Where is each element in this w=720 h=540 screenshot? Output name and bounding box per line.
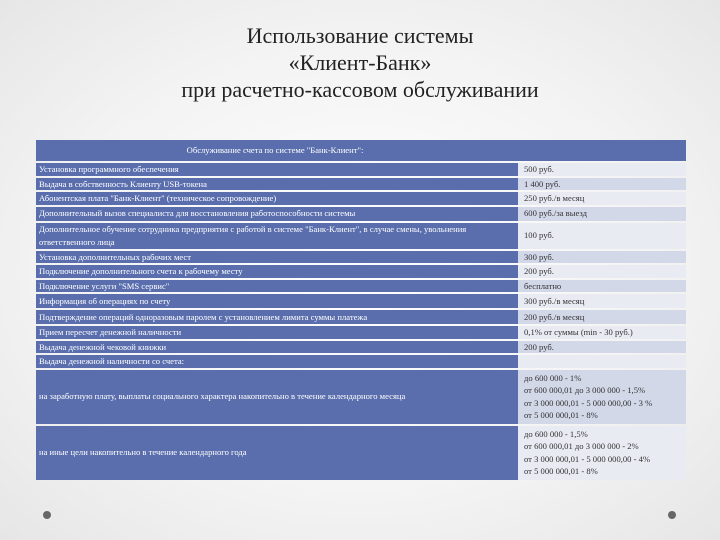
table-row — [36, 294, 686, 308]
service-name: Установка дополнительных рабочих мест — [36, 251, 514, 264]
table-header-row — [36, 140, 686, 161]
table-row — [36, 178, 686, 191]
service-name: Выдача в собственность Клиенту USB-токена — [36, 178, 514, 191]
price-tier: от 3 000 000,01 - 5 000 000,00 - 4% — [524, 453, 651, 464]
service-price: 200 руб. — [514, 341, 686, 354]
price-tier: до 600 000 - 1% — [524, 372, 582, 383]
service-price: 200 руб./в месяц — [514, 310, 686, 324]
service-name: Установка программного обеспечения — [36, 163, 514, 176]
service-price: 300 руб. — [514, 251, 686, 264]
service-name: Подтверждение операций одноразовым паролем с установлением лимита суммы платежа — [36, 310, 514, 324]
service-price: 300 руб./в месяц — [514, 294, 686, 308]
title-line-2: «Клиент-Банк» — [288, 50, 432, 75]
table-row — [36, 207, 686, 221]
service-label: на иные цели накопительно в течение календарного года — [39, 447, 247, 458]
table-row — [36, 280, 686, 293]
cash-row — [36, 426, 686, 480]
tariff-table — [36, 138, 686, 482]
service-price-tiers — [514, 370, 686, 424]
service-price — [514, 355, 686, 368]
table-row — [36, 251, 686, 264]
service-name: Абонентская плата "Банк-Клиент" (техническое сопровождение) — [36, 192, 514, 205]
service-price: 100 руб. — [514, 223, 686, 249]
service-label: на заработную плату, выплаты социального характера накопительно в течение календарного месяца — [39, 391, 406, 402]
table-row — [36, 310, 686, 324]
table-row — [36, 192, 686, 205]
service-name — [36, 370, 514, 424]
decorative-dot-left — [43, 511, 51, 519]
decorative-dot-right — [668, 511, 676, 519]
service-name — [36, 426, 514, 480]
title-line-3: при расчетно-кассовом обслуживании — [181, 77, 539, 102]
service-price: бесплатно — [514, 280, 686, 293]
service-name: Информация об операциях по счету — [36, 294, 514, 308]
service-price: 200 руб. — [514, 265, 686, 278]
page-title — [0, 22, 720, 103]
title-line-1: Использование системы — [246, 23, 474, 48]
service-price: 0,1% от суммы (min - 30 руб.) — [514, 326, 686, 339]
service-name: Прием пересчет денежной наличности — [36, 326, 514, 339]
service-price: 500 руб. — [514, 163, 686, 176]
cash-row — [36, 370, 686, 424]
service-price: 250 руб./в месяц — [514, 192, 686, 205]
service-name: Дополнительное обучение сотрудника предприятия с работой в системе "Банк-Клиент", в случае смены, увольнения ответственного лица — [36, 223, 514, 249]
service-name: Выдача денежной чековой книжки — [36, 341, 514, 354]
price-tier: от 600 000,01 до 3 000 000 - 1,5% — [524, 385, 646, 395]
table-row — [36, 326, 686, 339]
price-tier: от 3 000 000,01 - 5 000 000,00 - 3 % — [524, 397, 653, 408]
service-name: Выдача денежной наличности со счета: — [36, 355, 514, 368]
service-price-tiers — [514, 426, 686, 480]
table-row — [36, 163, 686, 176]
price-tier: от 5 000 000,01 - 8% — [524, 410, 598, 420]
table-row — [36, 341, 686, 354]
table-header: Обслуживание счета по системе "Банк-Клиент": — [36, 140, 514, 161]
price-tier: до 600 000 - 1,5% — [524, 428, 588, 439]
service-name: Подключение услуги "SMS сервис" — [36, 280, 514, 293]
price-tier: от 5 000 000,01 - 8% — [524, 466, 598, 476]
service-price: 600 руб./за выезд — [514, 207, 686, 221]
service-price: 1 400 руб. — [514, 178, 686, 191]
service-name: Дополнительный вызов специалиста для восстановления работоспособности системы — [36, 207, 514, 221]
price-tier: от 600 000,01 до 3 000 000 - 2% — [524, 441, 639, 451]
table-row — [36, 265, 686, 278]
table-row — [36, 223, 686, 249]
table-row — [36, 355, 686, 368]
service-name: Подключение дополнительного счета к рабочему месту — [36, 265, 514, 278]
